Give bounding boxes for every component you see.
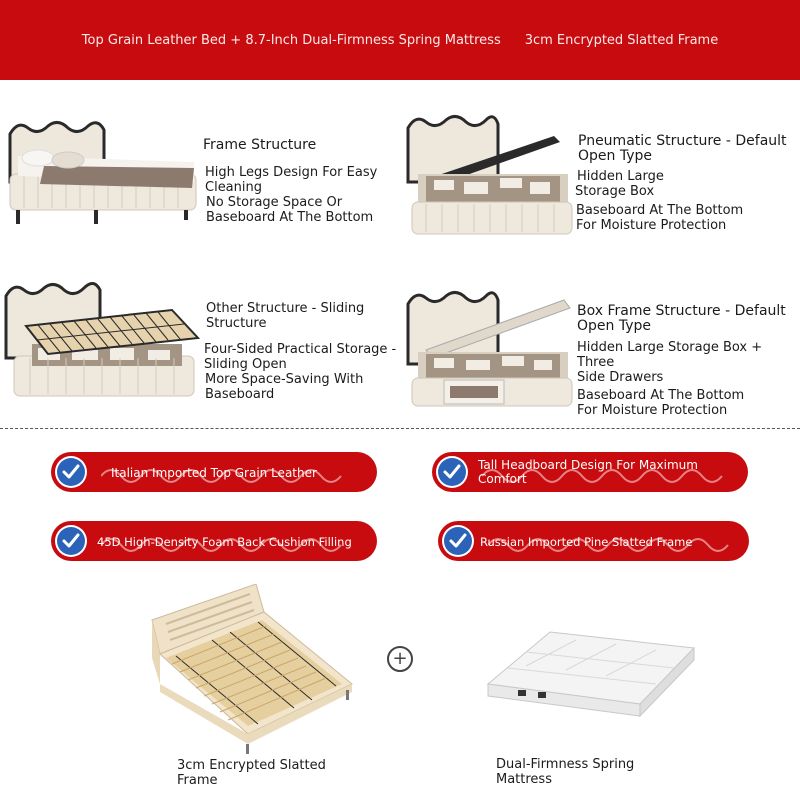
- structure-line: For Moisture Protection: [576, 218, 727, 233]
- dashed-divider: [0, 428, 800, 429]
- plus-circle-icon: +: [387, 646, 413, 672]
- top-banner: [0, 0, 800, 80]
- mattress-caption: [496, 757, 634, 787]
- structure-title: Frame Structure: [203, 137, 317, 153]
- structure-line: For Moisture Protection: [577, 403, 728, 418]
- structure-line: More Space-Saving With: [205, 372, 364, 387]
- structure-text-frame: [203, 138, 377, 225]
- structure-line: High Legs Design For Easy: [205, 165, 378, 180]
- feature-pill-headboard: [432, 452, 748, 492]
- structure-text-box-frame: [577, 304, 800, 418]
- frame-caption-line2: Frame: [177, 773, 218, 788]
- slatted-frame-image: [146, 584, 358, 754]
- check-circle-icon: [55, 525, 87, 557]
- bed-image-box-frame-structure: [404, 284, 576, 410]
- structure-text-sliding: [206, 301, 396, 402]
- banner-subtitle: 3cm Encrypted Slatted Frame: [524, 32, 719, 48]
- structure-text-pneumatic: [575, 133, 787, 233]
- mattress-caption-line1: Dual-Firmness Spring: [496, 757, 635, 772]
- structure-line: Hidden Large Storage Box + Three: [577, 340, 763, 370]
- structure-line: Four-Sided Practical Storage -: [204, 342, 397, 357]
- feature-text: 45D High-Density Foam Back Cushion Filling: [97, 535, 352, 549]
- feature-pill-leather: [51, 452, 377, 492]
- banner-title: Top Grain Leather Bed + 8.7-Inch Dual-Firmness Spring Mattress: [81, 32, 501, 48]
- feature-text: Russian Imported Pine Slatted Frame: [480, 535, 693, 549]
- mattress-image: [486, 628, 696, 718]
- structure-line: Baseboard: [205, 387, 275, 402]
- structure-title: Pneumatic Structure - Default: [578, 133, 787, 149]
- structure-subtitle: Open Type: [578, 148, 652, 164]
- structure-line: Sliding Open: [204, 357, 287, 372]
- structure-subtitle: Structure: [206, 316, 267, 331]
- structure-subtitle: Open Type: [577, 318, 651, 334]
- structure-line: Baseboard At The Bottom: [577, 388, 745, 403]
- bed-image-frame-structure: [4, 112, 200, 230]
- feature-text-line2: Comfort: [478, 472, 527, 486]
- feature-pill-pine: [438, 521, 749, 561]
- structure-line: Cleaning: [205, 180, 262, 195]
- structure-title: Other Structure - Sliding: [206, 301, 365, 316]
- frame-caption: [177, 758, 326, 788]
- structure-title: Box Frame Structure - Default: [577, 303, 786, 319]
- feature-text: Italian Imported Top Grain Leather: [111, 466, 317, 480]
- check-circle-icon: [442, 525, 474, 557]
- frame-caption-line1: 3cm Encrypted Slatted: [177, 758, 326, 773]
- feature-text: Tall Headboard Design For Maximum: [478, 458, 698, 472]
- structure-line: Side Drawers: [577, 370, 664, 385]
- check-circle-icon: [436, 456, 468, 488]
- structure-line: Baseboard At The Bottom: [576, 203, 744, 218]
- structure-line: Baseboard At The Bottom: [206, 210, 374, 225]
- bed-image-pneumatic-structure: [404, 110, 574, 236]
- structure-line: Hidden Large: [577, 169, 664, 184]
- feature-pill-foam: [51, 521, 377, 561]
- structure-line: No Storage Space Or: [206, 195, 343, 210]
- bed-image-sliding-structure: [2, 274, 200, 414]
- structure-line: Storage Box: [575, 184, 655, 199]
- check-circle-icon: [55, 456, 87, 488]
- mattress-caption-line2: Mattress: [496, 772, 552, 787]
